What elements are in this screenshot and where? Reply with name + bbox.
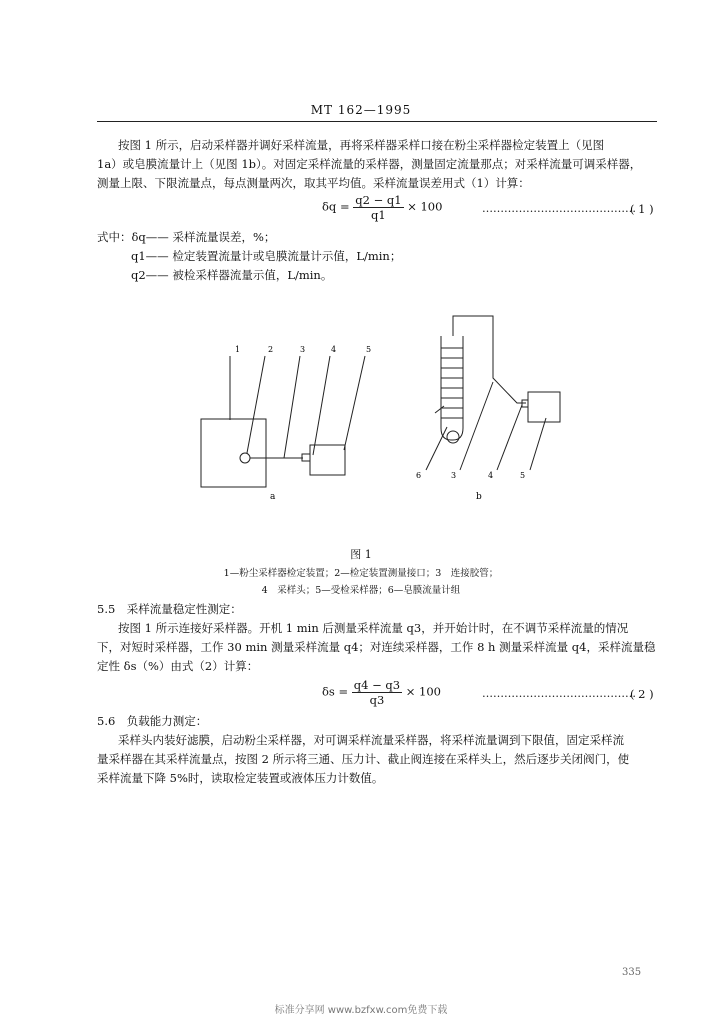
section-5-6-heading: 5.6 负载能力测定： bbox=[97, 714, 208, 728]
header-rule bbox=[97, 121, 657, 122]
para1-line2: 1a）或皂膜流量计上（见图 1b）。对固定采样流量的采样器，测量固定流量那点；对采样流量可调采样器， bbox=[97, 157, 642, 171]
fig-b-label-5: 5 bbox=[520, 471, 526, 480]
fig-b-label-4: 4 bbox=[488, 471, 494, 480]
side-arm-inlet bbox=[435, 406, 444, 413]
section-5-6-line2: 量采样器在其采样流量点，按图 2 所示将三通、压力计、截止阀连接在采样头上，然后逐步关闭阀门，使 bbox=[97, 752, 630, 766]
formula-1-leader-dots: …………………………………… bbox=[482, 202, 636, 215]
formula-1-rhs: × 100 bbox=[407, 199, 443, 214]
watermark-footer: 标准分享网 www.bzfxw.com免费下载 bbox=[274, 1005, 448, 1016]
figure-1-caption-line1: 1—粉尘采样器检定装置；2—检定装置测量接口；3 连接胶管； bbox=[223, 568, 499, 579]
subfigure-a-label: a bbox=[270, 492, 276, 502]
fig-a-label-1: 1 bbox=[235, 345, 241, 354]
figure-1a bbox=[201, 345, 371, 502]
section-5-6-line1: 采样头内装好滤膜，启动粉尘采样器，对可调采样流量采样器，将采样流量调到下限值，固定采样流 bbox=[118, 733, 624, 747]
formula-1-lhs: δq = bbox=[322, 199, 350, 214]
formula-1-number: ( 1 ) bbox=[630, 202, 654, 216]
section-5-5-line3: 定性 δs（%）由式（2）计算： bbox=[97, 659, 259, 673]
fig-a-label-2: 2 bbox=[268, 345, 274, 354]
formula-2 bbox=[322, 678, 441, 707]
rubber-bulb bbox=[447, 431, 459, 443]
definition-q1: q1—— 检定装置流量计或皂膜流量计示值，L/min； bbox=[131, 249, 402, 263]
fig-a-label-4: 4 bbox=[331, 345, 337, 354]
tested-sampler-box bbox=[310, 445, 345, 475]
section-5-5-line2: 下，对短时采样器，工作 30 min 测量采样流量 q4；对连续采样器，工作 8 h 测量采样流量 q4，采样流量稳 bbox=[97, 640, 656, 654]
section-5-6-line3: 采样流量下降 5%时，读取检定装置或液体压力计数值。 bbox=[97, 771, 384, 785]
definition-delta-q: 式中：δq—— 采样流量误差，%； bbox=[97, 230, 276, 244]
measurement-port-circle bbox=[240, 453, 250, 463]
formula-2-number: ( 2 ) bbox=[630, 687, 654, 701]
leader-line-b5 bbox=[530, 418, 546, 470]
leader-line-b4 bbox=[497, 405, 522, 470]
formula-1-numerator: q2 − q1 bbox=[355, 193, 402, 207]
fig-b-label-3: 3 bbox=[451, 471, 457, 480]
formula-2-leader-dots: …………………………………… bbox=[482, 687, 636, 700]
definition-q2: q2—— 被检采样器流量示值，L/min。 bbox=[131, 268, 333, 282]
section-5-5-line1: 按图 1 所示连接好采样器。开机 1 min 后测量采样流量 q3，并开始计时，在不调节采样流量的情况 bbox=[118, 621, 629, 635]
page-number: 335 bbox=[622, 967, 642, 978]
fig-a-label-5: 5 bbox=[366, 345, 372, 354]
formula-1 bbox=[322, 193, 442, 222]
figure-1b bbox=[416, 316, 560, 502]
para1-line1: 按图 1 所示，启动采样器并调好采样流量，再将采样器采样口接在粉尘采样器检定装置上（见图 bbox=[118, 138, 605, 152]
standard-header: MT 162—1995 bbox=[310, 103, 412, 117]
subfigure-b-label: b bbox=[476, 492, 482, 502]
figure-1-diagram bbox=[0, 300, 722, 510]
figure-1-title: 图 1 bbox=[350, 548, 372, 561]
fig-a-label-3: 3 bbox=[300, 345, 306, 354]
leader-line-b6 bbox=[426, 427, 447, 470]
formula-2-lhs: δs = bbox=[322, 684, 349, 699]
leader-line-3 bbox=[284, 356, 300, 458]
b-tested-sampler-box bbox=[528, 392, 560, 422]
leader-line-5 bbox=[344, 356, 365, 450]
formula-1-fraction bbox=[353, 193, 403, 222]
calibration-device-box bbox=[201, 419, 266, 487]
sampling-head-block bbox=[302, 454, 310, 461]
formula-1-denominator: q1 bbox=[371, 208, 386, 222]
leader-line-4 bbox=[313, 356, 330, 455]
formula-2-rhs: × 100 bbox=[405, 684, 441, 699]
para1-line3: 测量上限、下限流量点，每点测量两次，取其平均值。采样流量误差用式（1）计算： bbox=[97, 176, 530, 190]
fig-b-label-6: 6 bbox=[416, 471, 422, 480]
leader-line-b3 bbox=[460, 382, 493, 470]
formula-2-fraction bbox=[352, 678, 402, 707]
formula-2-numerator: q4 − q3 bbox=[353, 678, 401, 692]
leader-line-2 bbox=[247, 356, 265, 453]
formula-2-denominator: q3 bbox=[369, 693, 385, 707]
figure-1-caption-line2: 4 采样头；5—受检采样器；6—皂膜流量计组 bbox=[261, 585, 461, 596]
section-5-5-heading: 5.5 采样流量稳定性测定： bbox=[97, 602, 242, 616]
